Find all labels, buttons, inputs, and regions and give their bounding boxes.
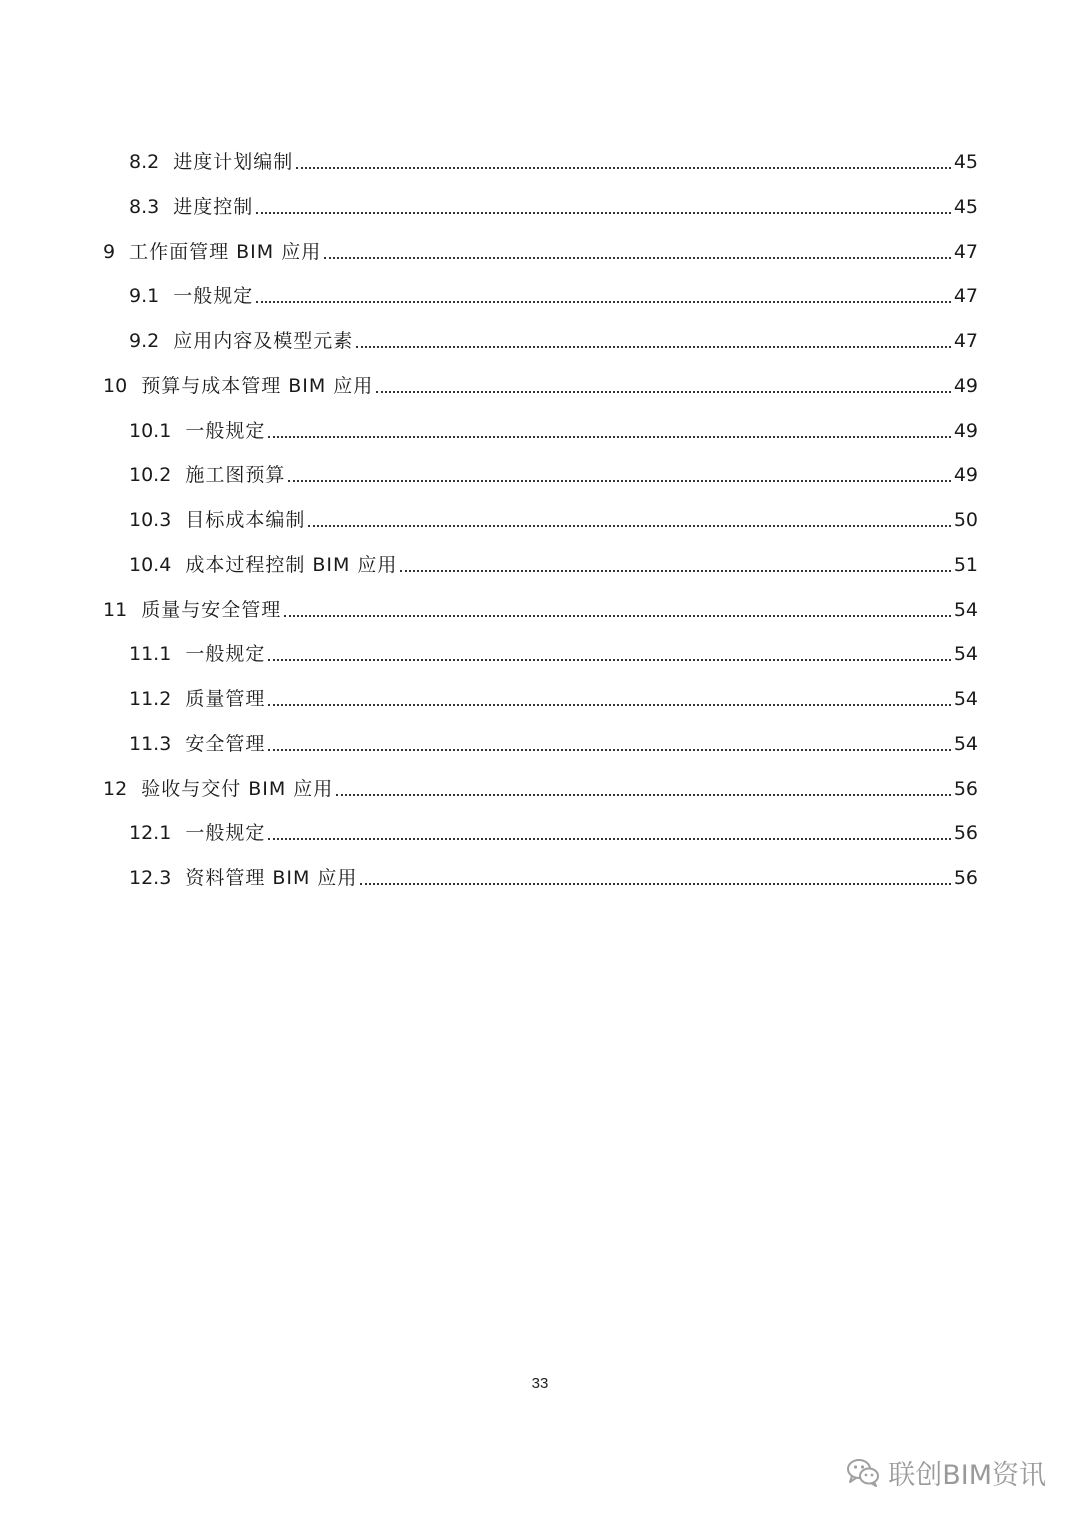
toc-entry-number: 11.1 (129, 643, 172, 666)
toc-entry[interactable] (129, 318, 978, 352)
toc-entry[interactable] (103, 587, 978, 621)
toc-entry-title: 质量与安全管理 (141, 598, 282, 621)
toc-entry[interactable] (129, 408, 978, 442)
toc-entry-page: 54 (953, 688, 978, 710)
toc-dot-leader (268, 436, 950, 438)
toc-entry-number: 10.4 (129, 553, 172, 576)
toc-dot-leader (268, 749, 950, 751)
toc-entry-page: 47 (953, 285, 978, 308)
toc-entry[interactable] (129, 855, 978, 889)
toc-entry-title: 预算与成本管理 BIM 应用 (141, 374, 374, 397)
toc-dot-leader (308, 525, 950, 527)
toc-entry-number: 8.2 (129, 151, 160, 173)
toc-entry[interactable] (103, 229, 978, 263)
toc-dot-leader (400, 570, 950, 572)
toc-entry-number: 10.3 (129, 509, 172, 531)
toc-entry-title: 资料管理 BIM 应用 (185, 867, 358, 889)
toc-entry-page: 56 (953, 822, 978, 845)
toc-entry-title: 应用内容及模型元素 (173, 330, 354, 352)
toc-entry[interactable] (129, 721, 978, 755)
toc-entry[interactable] (129, 184, 978, 218)
toc-dot-leader (336, 794, 951, 796)
toc-entry-number: 10.2 (129, 464, 172, 487)
toc-dot-leader (376, 391, 951, 393)
toc-entry[interactable] (103, 363, 978, 397)
toc-dot-leader (256, 301, 951, 303)
toc-entry-title: 进度控制 (173, 195, 254, 218)
toc-entry-title: 一般规定 (185, 822, 266, 845)
toc-entry-page: 47 (953, 240, 978, 263)
toc-entry-title: 安全管理 (185, 732, 266, 755)
toc-dot-leader (296, 167, 951, 169)
toc-entry-title: 一般规定 (185, 419, 266, 442)
toc-entry[interactable] (129, 542, 978, 576)
toc-entry-number: 8.3 (129, 195, 160, 218)
toc-entry-page: 49 (953, 374, 978, 397)
toc-entry-number: 9 (103, 240, 116, 263)
toc-entry-title: 施工图预算 (185, 464, 286, 487)
wechat-icon (846, 1457, 880, 1487)
toc-dot-leader (268, 659, 950, 661)
toc-entry-number: 10 (103, 374, 128, 397)
toc-entry-title: 目标成本编制 (185, 509, 306, 531)
toc-entry-page: 54 (953, 643, 978, 666)
toc-entry-number: 12.1 (129, 822, 172, 845)
toc-dot-leader (356, 346, 951, 348)
toc-entry[interactable] (129, 452, 978, 486)
toc-entry-page: 45 (953, 151, 978, 173)
toc-entry-number: 11.3 (129, 732, 172, 755)
toc-entry-number: 12.3 (129, 867, 172, 889)
toc-entry-page: 54 (953, 598, 978, 621)
toc-dot-leader (360, 883, 950, 885)
watermark-text: 联创BIM资讯 (888, 1459, 1046, 1491)
toc-entry-page: 50 (953, 509, 978, 531)
toc-entry-page: 45 (953, 195, 978, 218)
toc-entry-number: 11.2 (129, 688, 172, 710)
toc-entry-number: 10.1 (129, 419, 172, 442)
toc-dot-leader (288, 480, 950, 482)
watermark (846, 1452, 1046, 1492)
toc-entry[interactable] (129, 139, 978, 173)
toc-entry-title: 成本过程控制 BIM 应用 (185, 553, 398, 576)
toc-entry-title: 一般规定 (185, 643, 266, 666)
toc-entry-number: 9.1 (129, 285, 160, 308)
toc-entry-title: 进度计划编制 (173, 151, 294, 173)
toc-entry-page: 47 (953, 330, 978, 352)
toc-entry-page: 56 (953, 777, 978, 800)
toc-entry[interactable] (129, 631, 978, 665)
toc-entry-page: 49 (953, 464, 978, 487)
toc-entry-number: 12 (103, 777, 128, 800)
toc-dot-leader (324, 257, 951, 259)
toc-entry[interactable] (129, 273, 978, 307)
toc-entry-number: 9.2 (129, 330, 160, 352)
toc-entry-page: 56 (953, 867, 978, 889)
toc-entry[interactable] (129, 497, 978, 531)
toc-entry-number: 11 (103, 598, 128, 621)
toc-dot-leader (268, 838, 950, 840)
toc-entry-title: 质量管理 (185, 688, 266, 710)
toc-entry-page: 54 (953, 732, 978, 755)
toc-dot-leader (268, 704, 950, 706)
toc-dot-leader (256, 212, 951, 214)
toc-entry-title: 一般规定 (173, 285, 254, 308)
toc-entry-title: 工作面管理 BIM 应用 (129, 240, 322, 263)
page-number: 33 (531, 1375, 549, 1392)
toc-entry-page: 49 (953, 419, 978, 442)
toc-entry-page: 51 (953, 553, 978, 576)
toc-entry[interactable] (103, 766, 978, 800)
toc-entry[interactable] (129, 676, 978, 710)
toc-dot-leader (284, 615, 951, 617)
toc-entry-title: 验收与交付 BIM 应用 (141, 777, 334, 800)
toc-entry[interactable] (129, 810, 978, 844)
